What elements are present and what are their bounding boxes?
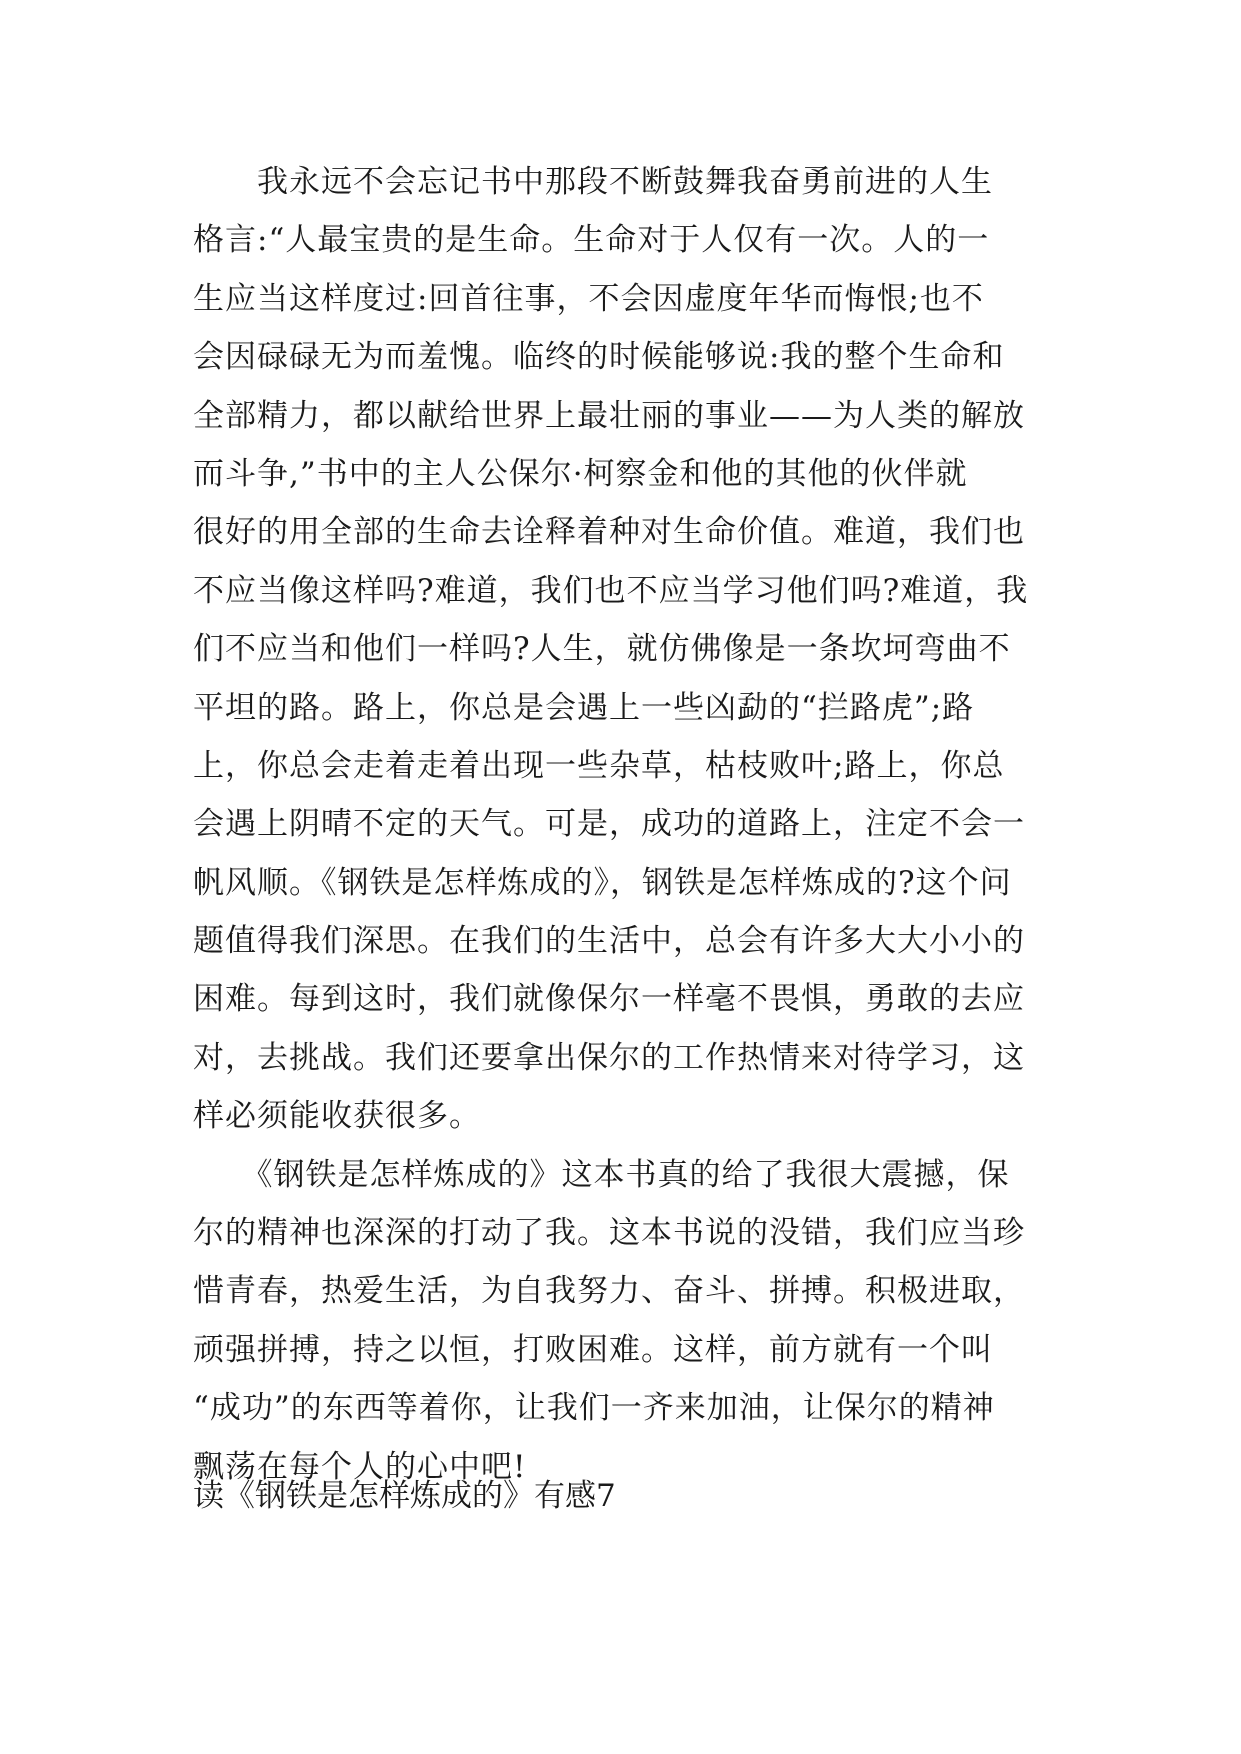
text-line: 而斗争,”书中的主人公保尔·柯察金和他的其他的伙伴就 xyxy=(193,455,968,492)
text-line: 会因碌碌无为而羞愧。临终的时候能够说:我的整个生命和 xyxy=(193,339,1005,376)
text-line: 尔的精神也深深的打动了我。这本书说的没错，我们应当珍 xyxy=(193,1215,1025,1252)
text-line: 很好的用全部的生命去诠释着种对生命价值。难道，我们也 xyxy=(193,514,1025,551)
text-line: 不应当像这样吗?难道，我们也不应当学习他们吗?难道，我 xyxy=(193,572,1029,609)
text-line: 平坦的路。路上，你总是会遇上一些凶勐的“拦路虎”;路 xyxy=(193,689,975,726)
body-text xyxy=(193,153,1053,1496)
text-line: 样必须能收获很多。 xyxy=(193,1098,481,1135)
text-line: 飘荡在每个人的心中吧! xyxy=(193,1448,527,1485)
text-line: 《钢铁是怎样炼成的》这本书真的给了我很大震撼，保 xyxy=(193,1156,1010,1193)
text-line: 上，你总会走着走着出现一些杂草，枯枝败叶;路上，你总 xyxy=(193,747,1005,784)
paragraph xyxy=(193,153,1053,1146)
paragraph xyxy=(193,1146,1053,1496)
text-line: 困难。每到这时，我们就像保尔一样毫不畏惧，勇敢的去应 xyxy=(193,981,1025,1018)
text-line: 对，去挑战。我们还要拿出保尔的工作热情来对待学习，这 xyxy=(193,1039,1025,1076)
text-line: 惜青春，热爱生活，为自我努力、奋斗、拼搏。积极进取， xyxy=(193,1273,1025,1310)
text-line: 题值得我们深思。在我们的生活中，总会有许多大大小小的 xyxy=(193,923,1025,960)
text-line: 我永远不会忘记书中那段不断鼓舞我奋勇前进的人生 xyxy=(193,164,993,200)
text-line: 生应当这样度过:回首往事，不会因虚度年华而悔恨;也不 xyxy=(193,280,984,317)
text-line: 顽强拼搏，持之以恒，打败困难。这样，前方就有一个叫 xyxy=(193,1331,993,1368)
text-line: 们不应当和他们一样吗?人生，就仿佛像是一条坎坷弯曲不 xyxy=(193,631,1011,668)
section-heading: 读《钢铁是怎样炼成的》有感7 xyxy=(193,1478,616,1514)
text-line: 格言:“人最宝贵的是生命。生命对于人仅有一次。人的一 xyxy=(193,222,990,259)
text-line: 会遇上阴晴不定的天气。可是，成功的道路上，注定不会一 xyxy=(193,806,1025,843)
text-line: “成功”的东西等着你，让我们一齐来加油，让保尔的精神 xyxy=(193,1390,995,1427)
text-line: 全部精力，都以献给世界上最壮丽的事业——为人类的解放 xyxy=(193,397,1025,434)
text-line: 帆风顺。《钢铁是怎样炼成的》，钢铁是怎样炼成的?这个问 xyxy=(193,864,1012,901)
